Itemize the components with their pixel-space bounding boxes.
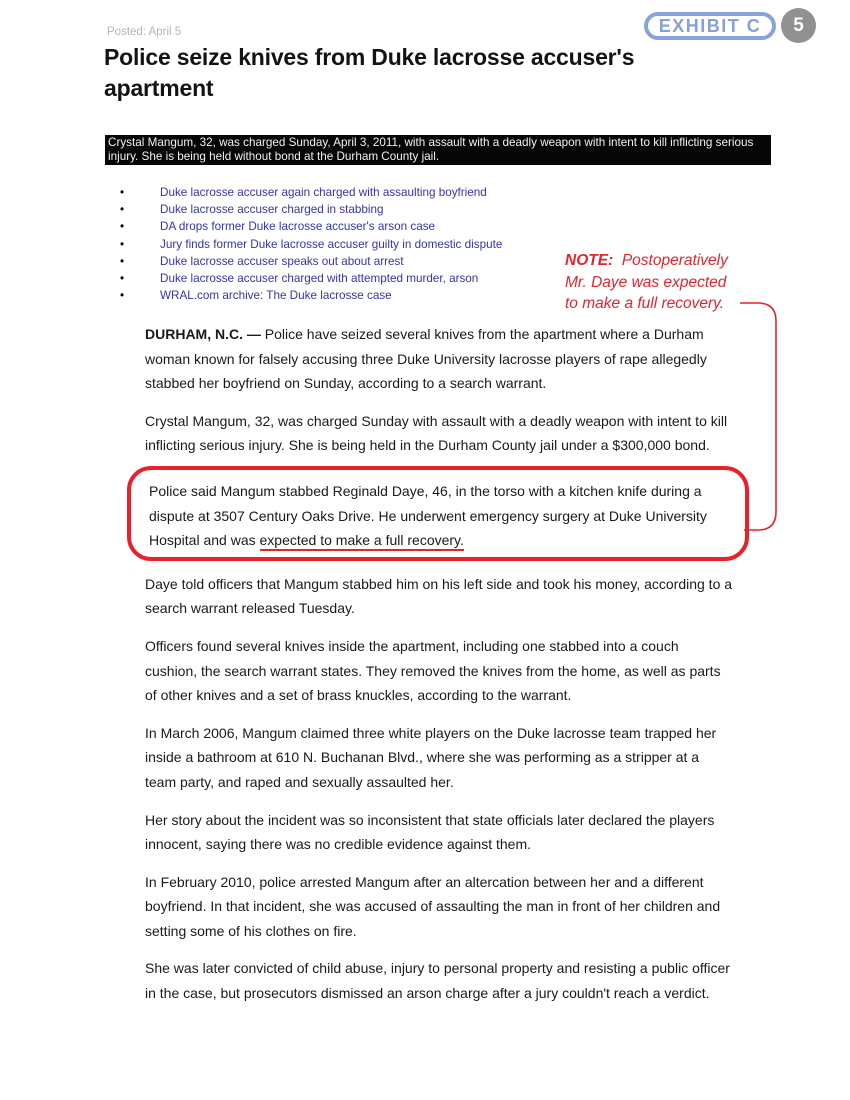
related-link[interactable]: Duke lacrosse accuser again charged with assaulting boyfriend — [160, 186, 487, 199]
note-line: to make a full recovery. — [565, 295, 725, 312]
note-prefix: NOTE: — [565, 252, 614, 269]
paragraph: Her story about the incident was so inconsistent that state officials later declared the players innocent, saying there was no credible evidence against them. — [145, 811, 715, 853]
article-body — [145, 322, 733, 1019]
posted-date: Posted: April 5 — [107, 26, 182, 38]
related-link[interactable]: Duke lacrosse accuser charged with attempted murder, arson — [160, 272, 479, 286]
note-line: NOTE: Postoperatively — [565, 252, 728, 269]
related-link[interactable]: Jury finds former Duke lacrosse accuser guilty in domestic dispute — [160, 237, 503, 251]
related-link-item — [120, 253, 640, 270]
paragraph: Officers found several knives inside the apartment, including one stabbed into a couch cushion, the search warrant states. They removed the knives from the home, as well as parts of other knives and a set of brass knuckles, according to the warrant. — [145, 637, 721, 704]
dateline: DURHAM, N.C. — — [145, 326, 261, 342]
paragraph: In March 2006, Mangum claimed three white players on the Duke lacrosse team trapped her inside a bathroom at 610 N. Buchanan Blvd., where she was performing as a stripper at a team party, and raped and sexually assaulted her. — [145, 724, 717, 790]
note-line: Mr. Daye was expected — [565, 273, 727, 291]
summary-bar: Crystal Mangum, 32, was charged Sunday, April 3, 2011, with assault with a deadly weapon with intent to kill inflicting serious injury. She is being held without bond at the Durham County jail. — [105, 135, 771, 165]
paragraph: Daye told officers that Mangum stabbed him on his left side and took his money, according to a search warrant released Tuesday. — [145, 575, 733, 617]
exhibit-stamp-label: EXHIBIT C — [658, 15, 762, 36]
related-link-item — [120, 184, 640, 201]
related-link-item — [120, 287, 640, 304]
related-link-item — [120, 270, 640, 287]
related-link[interactable]: WRAL.com archive: The Duke lacrosse case — [160, 289, 392, 303]
paragraph: She was later convicted of child abuse, injury to personal property and resisting a public officer in the case, but prosecutors dismissed an arson charge after a jury couldn't reach a verdict. — [145, 960, 730, 1002]
page-number-badge — [781, 8, 816, 43]
page-number: 5 — [793, 14, 804, 36]
paragraph: In February 2010, police arrested Mangum after an altercation between her and a different boyfriend. In that incident, she was accused of assaulting the man in front of her children and setting some of his clothes on fire. — [145, 873, 721, 939]
related-link-item — [120, 201, 640, 218]
related-link[interactable]: DA drops former Duke lacrosse accuser's arson case — [160, 220, 436, 234]
paragraph: Police said Mangum stabbed Reginald Daye, 46, in the torso with a kitchen knife during a dispute at 3507 Century Oaks Drive. He underwent emergency surgery at Duke University Hospital and was expected to make a full recovery. — [149, 479, 729, 553]
exhibit-stamp — [644, 12, 776, 40]
headline: Police seize knives from Duke lacrosse accuser's apartment — [104, 44, 635, 101]
related-link[interactable]: Duke lacrosse accuser speaks out about arrest — [160, 254, 404, 268]
red-underlined-phrase: expected to make a full recovery. — [260, 532, 464, 551]
related-link-item — [120, 236, 640, 253]
paragraph: Crystal Mangum, 32, was charged Sunday with assault with a deadly weapon with intent to kill inflicting serious injury. She is being held in the Durham County jail under a $300,000 bond. — [145, 412, 728, 454]
related-link-item — [120, 218, 640, 235]
paragraph: DURHAM, N.C. — Police have seized several knives from the apartment where a Durham woman known for falsely accusing three Duke University lacrosse players of rape allegedly stabbed her boyfriend on Sunday, according to a search warrant. — [145, 326, 707, 392]
related-links-list — [120, 184, 640, 304]
red-circle-annotation — [127, 466, 749, 561]
related-link[interactable]: Duke lacrosse accuser charged in stabbing — [160, 203, 384, 217]
